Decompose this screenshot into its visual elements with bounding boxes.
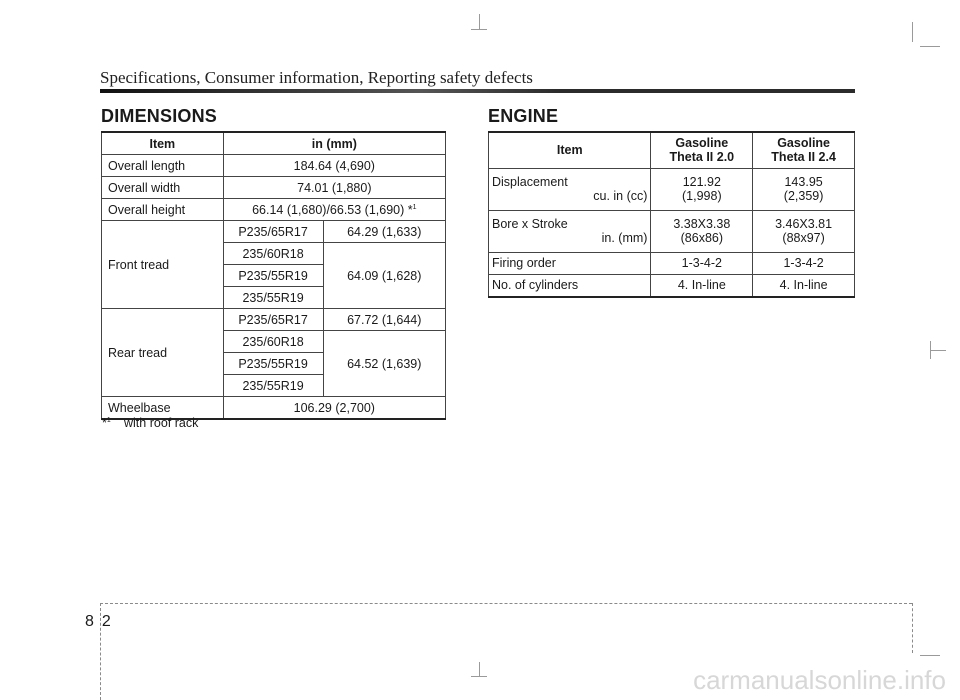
cylinders-label: No. of cylinders <box>489 274 651 297</box>
bore-stroke-20-line1: 3.38X3.38 <box>673 217 731 231</box>
bottom-center-crop-mark-v <box>479 662 480 676</box>
bore-stroke-24 <box>753 210 855 252</box>
overall-height-note-mark: 1 <box>412 203 417 211</box>
front-tread-tire-1: P235/65R17 <box>223 221 323 243</box>
table-row <box>102 177 446 199</box>
table-row <box>102 309 446 331</box>
engine-col-24-line2: Theta II 2.4 <box>771 150 836 165</box>
table-row <box>489 168 855 210</box>
displacement-20-line1: 121.92 <box>682 175 721 189</box>
footnote-sup: 1 <box>106 416 111 424</box>
displacement-label: Displacement <box>492 175 568 189</box>
firing-order-20: 1-3-4-2 <box>651 252 753 274</box>
engine-col-24-line1: Gasoline <box>777 136 830 151</box>
engine-col-20 <box>651 132 753 168</box>
rear-tread-value-a: 67.72 (1,644) <box>323 309 446 331</box>
front-tread-label: Front tread <box>102 221 224 309</box>
firing-order-24: 1-3-4-2 <box>753 252 855 274</box>
firing-order-label: Firing order <box>489 252 651 274</box>
page-number: 82 <box>85 613 119 630</box>
engine-col-item: Item <box>489 132 651 168</box>
displacement-20 <box>651 168 753 210</box>
dimensions-col-value: in (mm) <box>223 132 445 155</box>
wheelbase-value: 106.29 (2,700) <box>223 397 445 420</box>
engine-col-20-line1: Gasoline <box>675 136 729 151</box>
bore-stroke-24-line2: (88x97) <box>782 231 825 245</box>
overall-height-value: 66.14 (1,680)/66.53 (1,690) * <box>252 202 413 217</box>
rear-tread-tire-4: 235/55R19 <box>223 375 323 397</box>
displacement-24-line1: 143.95 <box>784 175 823 189</box>
engine-col-24 <box>753 132 855 168</box>
table-row <box>102 199 446 221</box>
bore-stroke-20-line2: (86x86) <box>680 231 724 245</box>
engine-table <box>488 131 855 298</box>
cylinders-20: 4. In-line <box>651 274 753 297</box>
footnote-asterisk: * <box>102 416 107 430</box>
bore-stroke-label: Bore x Stroke <box>492 217 568 231</box>
overall-length-value: 184.64 (4,690) <box>223 155 445 177</box>
bore-stroke-20 <box>651 210 753 252</box>
dimensions-col-item: Item <box>102 132 224 155</box>
bore-stroke-unit: in. (mm) <box>601 231 648 245</box>
page-header-title: Specifications, Consumer information, Reporting safety defects <box>100 68 533 87</box>
table-row <box>489 210 855 252</box>
top-right-crop-mark-v <box>912 22 913 42</box>
bore-stroke-24-line1: 3.46X3.81 <box>775 217 833 231</box>
cylinders-24: 4. In-line <box>753 274 855 297</box>
overall-width-label: Overall width <box>102 177 224 199</box>
displacement-cell <box>489 168 651 210</box>
header-rule-gradient <box>100 89 560 93</box>
footer-dashed-rule <box>100 603 912 604</box>
bottom-right-crop-mark-h <box>920 655 940 656</box>
front-tread-value-a: 64.29 (1,633) <box>323 221 446 243</box>
table-row <box>102 155 446 177</box>
right-center-crop-mark-h <box>930 350 946 351</box>
top-center-crop-mark-h <box>471 29 487 30</box>
table-row <box>489 274 855 297</box>
displacement-20-line2: (1,998) <box>682 189 722 203</box>
engine-col-20-line2: Theta II 2.0 <box>669 150 735 165</box>
front-tread-tire-2: 235/60R18 <box>223 243 323 265</box>
top-center-crop-mark-v <box>479 14 480 30</box>
table-row <box>102 221 446 243</box>
rear-tread-tire-1: P235/65R17 <box>223 309 323 331</box>
bottom-center-crop-mark-h <box>471 676 487 677</box>
displacement-unit: cu. in (cc) <box>593 189 648 203</box>
bore-stroke-cell <box>489 210 651 252</box>
rear-tread-tire-3: P235/55R19 <box>223 353 323 375</box>
dimensions-footnote <box>102 416 198 430</box>
top-right-crop-mark-h <box>920 46 940 47</box>
displacement-24 <box>753 168 855 210</box>
table-row <box>489 252 855 274</box>
footnote-mark <box>102 416 124 430</box>
overall-length-label: Overall length <box>102 155 224 177</box>
dimensions-table <box>101 131 446 420</box>
engine-header-row <box>489 132 855 168</box>
dimensions-heading: DIMENSIONS <box>101 106 218 126</box>
front-tread-tire-4: 235/55R19 <box>223 287 323 309</box>
overall-height-cell <box>223 199 445 221</box>
wheelbase-label: Wheelbase <box>102 397 224 420</box>
dimensions-header-row <box>102 132 446 155</box>
rear-tread-label: Rear tread <box>102 309 224 397</box>
front-tread-value-b: 64.09 (1,628) <box>323 243 446 309</box>
watermark: carmanualsonline.info <box>693 665 946 695</box>
displacement-24-line2: (2,359) <box>783 189 824 203</box>
front-tread-tire-3: P235/55R19 <box>223 265 323 287</box>
footnote-text: with roof rack <box>124 416 199 430</box>
engine-heading: ENGINE <box>488 106 559 126</box>
overall-width-value: 74.01 (1,880) <box>223 177 445 199</box>
rear-tread-value-b: 64.52 (1,639) <box>323 331 446 397</box>
overall-height-label: Overall height <box>102 199 224 221</box>
right-dashed-guide <box>912 603 913 653</box>
rear-tread-tire-2: 235/60R18 <box>223 331 323 353</box>
